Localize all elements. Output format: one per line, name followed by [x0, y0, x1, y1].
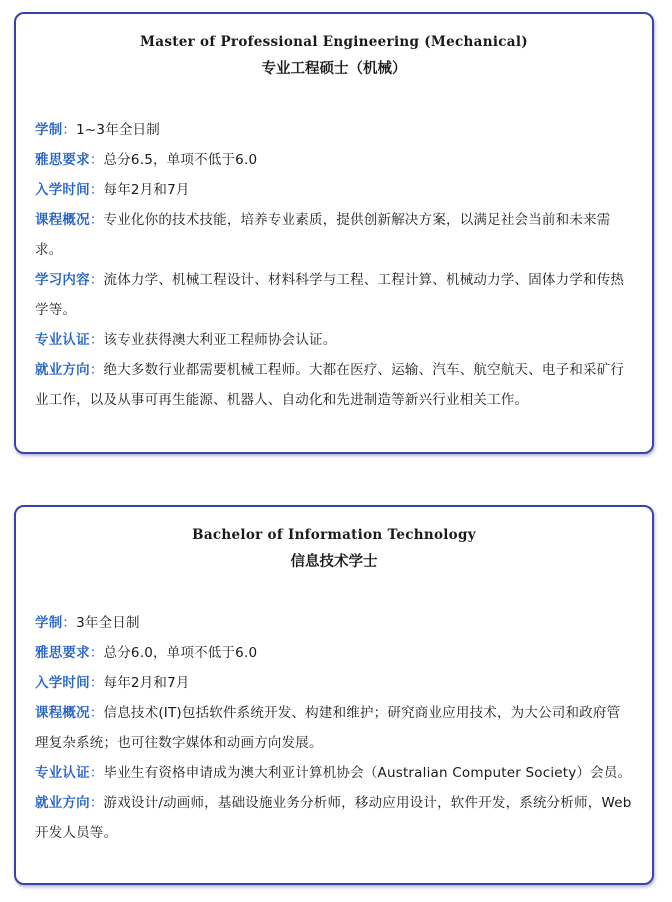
field-ielts: [35, 638, 633, 668]
field-separator: ：: [89, 152, 104, 168]
field-separator: ：: [89, 675, 104, 691]
field-value: 每年2月和7月: [103, 675, 190, 691]
program-title-en: Master of Professional Engineering (Mechanical): [140, 34, 528, 50]
field-separator: ：: [89, 765, 104, 781]
field-separator: ：: [89, 705, 104, 721]
field-label: 学制: [35, 122, 63, 138]
field-label: 课程概况: [35, 705, 90, 721]
field-intake: [35, 175, 633, 205]
program-details: [35, 608, 633, 848]
field-separator: ：: [89, 212, 104, 228]
program-title-cn: 专业工程硕士（机械）: [261, 61, 407, 77]
field-duration: [35, 608, 633, 638]
program-card-information-technology: [14, 505, 654, 885]
field-value: 总分6.5，单项不低于6.0: [103, 152, 258, 168]
field-ielts: [35, 145, 633, 175]
field-separator: ：: [62, 122, 77, 138]
field-label: 就业方向: [35, 362, 90, 378]
field-label: 学制: [35, 615, 63, 631]
program-details: [35, 115, 633, 415]
program-card-mechanical-engineering: [14, 12, 654, 454]
field-separator: ：: [89, 645, 104, 661]
field-intake: [35, 668, 633, 698]
field-value: 总分6.0，单项不低于6.0: [103, 645, 258, 661]
field-accreditation: [35, 325, 633, 355]
field-value: 毕业生有资格申请成为澳大利亚计算机协会（Australian Computer Society）会员。: [103, 765, 632, 781]
field-separator: ：: [62, 615, 77, 631]
field-label: 入学时间: [35, 675, 90, 691]
field-value: 该专业获得澳大利亚工程师协会认证。: [103, 332, 337, 348]
field-label: 学习内容: [35, 272, 90, 288]
field-value: 每年2月和7月: [103, 182, 190, 198]
field-overview: [35, 698, 633, 758]
field-overview: [35, 205, 633, 265]
field-value: 游戏设计/动画师，基础设施业务分析师，移动应用设计，软件开发，系统分析师，Web开发人员等。: [35, 795, 632, 841]
field-value: 3年全日制: [76, 615, 140, 631]
field-separator: ：: [89, 182, 104, 198]
field-separator: ：: [89, 272, 104, 288]
field-label: 就业方向: [35, 795, 90, 811]
field-label: 专业认证: [35, 332, 90, 348]
field-label: 课程概况: [35, 212, 90, 228]
field-separator: ：: [89, 362, 104, 378]
program-title-cn: 信息技术学士: [290, 554, 378, 570]
field-label: 雅思要求: [35, 645, 90, 661]
field-content: [35, 265, 633, 325]
field-value: 专业化你的技术技能，培养专业素质，提供创新解决方案，以满足社会当前和未来需求。: [35, 212, 611, 258]
field-label: 专业认证: [35, 765, 90, 781]
program-title-en: Bachelor of Information Technology: [192, 527, 476, 543]
field-value: 1~3年全日制: [76, 122, 160, 138]
field-accreditation: [35, 758, 633, 788]
field-separator: ：: [89, 332, 104, 348]
field-career: [35, 788, 633, 848]
field-label: 入学时间: [35, 182, 90, 198]
field-career: [35, 355, 633, 415]
field-value: 信息技术(IT)包括软件系统开发、构建和维护；研究商业应用技术，为大公司和政府管理复杂系统；也可往数字媒体和动画方向发展。: [35, 705, 621, 751]
field-duration: [35, 115, 633, 145]
field-value: 绝大多数行业都需要机械工程师。大都在医疗、运输、汽车、航空航天、电子和采矿行业工作，以及从事可再生能源、机器人、自动化和先进制造等新兴行业相关工作。: [35, 362, 625, 408]
field-value: 流体力学、机械工程设计、材料科学与工程、工程计算、机械动力学、固体力学和传热学等。: [35, 272, 625, 318]
field-separator: ：: [89, 795, 104, 811]
field-label: 雅思要求: [35, 152, 90, 168]
